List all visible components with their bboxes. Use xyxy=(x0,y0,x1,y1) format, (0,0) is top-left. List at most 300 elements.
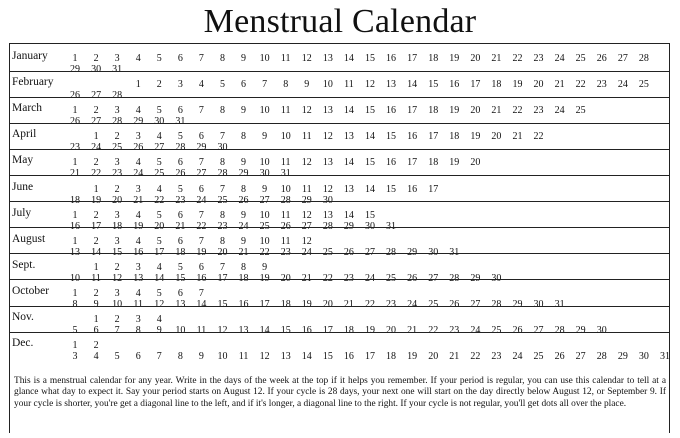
row-divider xyxy=(9,71,670,72)
day-number: 6 xyxy=(177,287,183,299)
day-number: 7 xyxy=(219,261,225,273)
row-divider xyxy=(9,253,670,254)
day-number: 3 xyxy=(114,53,120,64)
day-number: 17 xyxy=(428,131,439,143)
day-number: 16 xyxy=(386,105,397,117)
day-number: 15 xyxy=(428,79,439,91)
day-number: 10 xyxy=(175,325,186,336)
day-number: 13 xyxy=(343,131,354,143)
day-number: 18 xyxy=(491,79,502,91)
day-number: 19 xyxy=(259,272,270,284)
day-number: 7 xyxy=(198,235,204,247)
day-number: 4 xyxy=(135,105,141,117)
day-number: 14 xyxy=(364,183,375,195)
day-number: 12 xyxy=(364,79,375,91)
day-number: 18 xyxy=(280,298,291,310)
day-number: 2 xyxy=(114,183,120,195)
day-number: 1 xyxy=(72,235,78,247)
day-number: 27 xyxy=(364,246,375,258)
day-number: 14 xyxy=(343,105,354,117)
day-number: 13 xyxy=(322,209,333,221)
day-number: 13 xyxy=(322,157,333,169)
day-number: 14 xyxy=(196,298,207,310)
day-number: 10 xyxy=(280,131,291,143)
month-label: January xyxy=(12,50,48,62)
day-number: 3 xyxy=(177,79,183,91)
day-number: 9 xyxy=(241,105,247,117)
day-number: 15 xyxy=(364,53,375,64)
row-divider xyxy=(9,43,670,44)
day-number: 6 xyxy=(241,79,247,91)
day-number: 13 xyxy=(322,53,333,64)
day-number: 27 xyxy=(259,194,270,206)
day-number: 24 xyxy=(407,298,418,310)
day-number: 28 xyxy=(280,194,291,206)
day-number: 11 xyxy=(280,157,291,169)
day-number: 29 xyxy=(407,246,418,258)
day-number: 23 xyxy=(70,142,80,154)
day-number: 29 xyxy=(617,351,628,363)
day-number: 28 xyxy=(491,298,502,310)
day-number: 22 xyxy=(533,131,544,143)
day-number: 2 xyxy=(156,79,162,91)
day-number: 3 xyxy=(114,105,120,117)
day-number: 16 xyxy=(449,79,460,91)
day-number: 16 xyxy=(301,325,312,336)
day-number: 26 xyxy=(133,142,144,154)
day-number: 15 xyxy=(386,183,397,195)
day-number: 4 xyxy=(198,79,204,91)
day-number: 19 xyxy=(449,157,460,169)
day-number: 1 xyxy=(72,340,78,352)
day-number: 22 xyxy=(512,105,523,117)
day-number: 24 xyxy=(554,105,565,117)
day-number: 12 xyxy=(301,157,312,169)
day-number: 23 xyxy=(112,168,123,180)
day-number: 10 xyxy=(259,209,270,221)
day-number: 19 xyxy=(133,220,144,232)
day-number: 6 xyxy=(177,209,183,221)
day-number: 15 xyxy=(386,131,397,143)
day-number: 18 xyxy=(386,351,397,363)
day-number: 30 xyxy=(154,116,165,128)
day-number: 28 xyxy=(638,53,649,64)
day-number: 20 xyxy=(470,53,481,64)
day-number: 10 xyxy=(259,105,270,117)
day-number: 22 xyxy=(575,79,586,91)
day-number: 17 xyxy=(364,351,375,363)
day-number: 1 xyxy=(93,261,99,273)
day-number: 1 xyxy=(72,209,78,221)
day-number: 29 xyxy=(470,272,481,284)
day-number: 16 xyxy=(238,298,249,310)
day-number: 25 xyxy=(322,246,333,258)
row-divider xyxy=(9,306,670,307)
day-number: 3 xyxy=(114,287,120,299)
day-number: 18 xyxy=(112,220,123,232)
day-number: 3 xyxy=(114,235,120,247)
day-number: 5 xyxy=(156,287,162,299)
day-number: 2 xyxy=(114,314,120,325)
day-number: 21 xyxy=(70,168,80,180)
day-number: 25 xyxy=(386,272,397,284)
day-number: 10 xyxy=(322,79,333,91)
day-number: 14 xyxy=(343,53,354,64)
page-title: Menstrual Calendar xyxy=(203,3,477,40)
day-number: 8 xyxy=(241,183,247,195)
day-number: 28 xyxy=(112,116,123,128)
day-number: 15 xyxy=(280,325,291,336)
day-number: 1 xyxy=(93,183,99,195)
row-divider xyxy=(9,97,670,98)
day-number: 6 xyxy=(198,261,204,273)
month-label: July xyxy=(12,206,32,219)
day-number: 24 xyxy=(512,351,523,363)
day-number: 16 xyxy=(407,183,418,195)
day-number: 9 xyxy=(198,351,204,363)
day-number: 24 xyxy=(301,246,312,258)
day-number: 13 xyxy=(386,79,397,91)
day-number: 3 xyxy=(114,209,120,221)
day-number: 12 xyxy=(322,131,333,143)
day-number: 4 xyxy=(135,157,141,169)
day-number: 27 xyxy=(91,90,102,102)
day-number: 25 xyxy=(112,142,123,154)
day-number: 16 xyxy=(386,157,397,169)
day-number: 19 xyxy=(196,246,207,258)
day-number: 19 xyxy=(449,53,460,64)
month-label: August xyxy=(12,232,46,245)
day-number: 15 xyxy=(175,272,186,284)
day-number: 20 xyxy=(470,105,481,117)
day-number: 27 xyxy=(533,325,544,336)
day-number: 8 xyxy=(241,131,247,143)
day-number: 27 xyxy=(301,220,312,232)
day-number: 24 xyxy=(91,142,102,154)
day-number: 11 xyxy=(280,105,291,117)
day-number: 20 xyxy=(217,246,228,258)
day-number: 8 xyxy=(177,351,183,363)
day-number: 25 xyxy=(154,168,165,180)
day-number: 12 xyxy=(217,325,228,336)
day-number: 13 xyxy=(280,351,291,363)
day-number: 20 xyxy=(112,194,123,206)
day-number: 11 xyxy=(196,325,207,336)
day-number: 30 xyxy=(364,220,375,232)
day-number: 17 xyxy=(428,183,439,195)
day-number: 26 xyxy=(512,325,523,336)
day-number: 31 xyxy=(112,64,123,75)
day-number: 11 xyxy=(133,298,144,310)
day-number: 21 xyxy=(343,298,354,310)
day-number: 29 xyxy=(575,325,586,336)
day-number: 11 xyxy=(280,235,291,247)
day-number: 5 xyxy=(156,53,162,64)
day-number: 3 xyxy=(135,131,141,143)
day-number: 24 xyxy=(364,272,375,284)
day-number: 4 xyxy=(156,131,162,143)
row-divider xyxy=(9,201,670,202)
day-number: 25 xyxy=(638,79,649,91)
day-number: 22 xyxy=(259,246,270,258)
day-number: 9 xyxy=(262,183,268,195)
month-label: March xyxy=(12,102,43,115)
day-number: 29 xyxy=(343,220,354,232)
day-number: 2 xyxy=(93,340,99,352)
day-number: 6 xyxy=(135,351,141,363)
month-label: Sept. xyxy=(12,258,36,271)
day-number: 25 xyxy=(491,325,502,336)
day-number: 11 xyxy=(280,53,291,64)
day-number: 23 xyxy=(533,105,544,117)
day-number: 18 xyxy=(343,325,354,336)
row-divider xyxy=(9,227,670,228)
day-number: 18 xyxy=(70,194,80,206)
day-number: 30 xyxy=(533,298,544,310)
day-number: 20 xyxy=(322,298,333,310)
day-number: 20 xyxy=(280,272,291,284)
day-number: 5 xyxy=(156,105,162,117)
day-number: 24 xyxy=(196,194,207,206)
day-number: 24 xyxy=(470,325,481,336)
day-number: 20 xyxy=(154,220,165,232)
day-number: 1 xyxy=(93,314,99,325)
day-number: 29 xyxy=(196,142,207,154)
day-number: 19 xyxy=(407,351,418,363)
row-divider xyxy=(9,123,670,124)
day-number: 18 xyxy=(238,272,249,284)
day-number: 12 xyxy=(301,235,312,247)
day-number: 29 xyxy=(301,194,312,206)
day-number: 26 xyxy=(70,90,80,102)
day-number: 21 xyxy=(407,325,418,336)
day-number: 1 xyxy=(72,157,78,169)
day-number: 12 xyxy=(301,209,312,221)
day-number: 13 xyxy=(322,105,333,117)
day-number: 21 xyxy=(512,131,523,143)
day-number: 4 xyxy=(156,183,162,195)
day-number: 23 xyxy=(175,194,186,206)
day-number: 14 xyxy=(91,246,102,258)
day-number: 2 xyxy=(93,53,99,64)
day-number: 24 xyxy=(238,220,249,232)
day-number: 22 xyxy=(91,168,102,180)
day-number: 13 xyxy=(343,183,354,195)
day-number: 20 xyxy=(386,325,397,336)
day-number: 24 xyxy=(617,79,628,91)
day-number: 31 xyxy=(175,116,186,128)
day-number: 11 xyxy=(344,79,354,91)
day-number: 28 xyxy=(596,351,607,363)
day-number: 6 xyxy=(177,53,183,64)
day-number: 5 xyxy=(72,325,78,336)
day-number: 26 xyxy=(70,116,80,128)
day-number: 4 xyxy=(93,351,99,363)
day-number: 5 xyxy=(177,183,183,195)
day-number: 30 xyxy=(91,64,102,75)
month-label: February xyxy=(12,76,54,89)
day-number: 1 xyxy=(93,131,99,143)
day-number: 16 xyxy=(196,272,207,284)
day-number: 23 xyxy=(491,351,502,363)
day-number: 22 xyxy=(154,194,165,206)
day-number: 4 xyxy=(135,235,141,247)
day-number: 10 xyxy=(217,351,228,363)
day-number: 4 xyxy=(156,314,162,325)
day-number: 6 xyxy=(93,325,99,336)
day-number: 28 xyxy=(322,220,333,232)
day-number: 29 xyxy=(512,298,523,310)
day-number: 2 xyxy=(114,131,120,143)
day-number: 3 xyxy=(72,351,78,363)
day-number: 6 xyxy=(177,235,183,247)
day-number: 27 xyxy=(617,53,628,64)
day-number: 26 xyxy=(407,272,418,284)
day-number: 23 xyxy=(596,79,607,91)
day-number: 3 xyxy=(135,314,141,325)
day-number: 12 xyxy=(259,351,270,363)
day-number: 31 xyxy=(280,168,291,180)
day-number: 21 xyxy=(301,272,312,284)
day-number: 27 xyxy=(196,168,207,180)
day-number: 3 xyxy=(135,261,141,273)
day-number: 28 xyxy=(386,246,397,258)
day-number: 25 xyxy=(575,105,586,117)
day-number: 8 xyxy=(135,325,141,336)
day-number: 22 xyxy=(364,298,375,310)
day-number: 6 xyxy=(198,131,204,143)
day-number: 15 xyxy=(217,298,228,310)
day-number: 30 xyxy=(217,142,228,154)
day-number: 1 xyxy=(72,105,78,117)
day-number: 8 xyxy=(219,53,225,64)
day-number: 28 xyxy=(112,90,123,102)
day-number: 23 xyxy=(217,220,228,232)
day-number: 30 xyxy=(596,325,607,336)
day-number: 7 xyxy=(198,157,204,169)
day-number: 23 xyxy=(386,298,397,310)
day-number: 19 xyxy=(301,298,312,310)
day-number: 13 xyxy=(175,298,186,310)
day-number: 9 xyxy=(93,298,99,310)
day-number: 19 xyxy=(449,105,460,117)
day-number: 20 xyxy=(491,131,502,143)
day-number: 31 xyxy=(659,351,670,363)
day-number: 2 xyxy=(93,235,99,247)
month-label: May xyxy=(12,154,34,167)
day-number: 16 xyxy=(70,220,80,232)
day-number: 9 xyxy=(262,131,268,143)
day-number: 23 xyxy=(280,246,291,258)
day-number: 14 xyxy=(301,351,312,363)
day-number: 23 xyxy=(533,53,544,64)
day-number: 17 xyxy=(407,157,418,169)
day-number: 4 xyxy=(135,53,141,64)
day-number: 5 xyxy=(156,157,162,169)
day-number: 17 xyxy=(470,79,481,91)
day-number: 8 xyxy=(72,298,78,310)
day-number: 21 xyxy=(554,79,565,91)
day-number: 9 xyxy=(304,79,310,91)
day-number: 17 xyxy=(259,298,270,310)
day-number: 26 xyxy=(343,246,354,258)
day-number: 16 xyxy=(343,351,354,363)
day-number: 7 xyxy=(262,79,268,91)
day-number: 24 xyxy=(133,168,144,180)
day-number: 8 xyxy=(241,261,247,273)
day-number: 9 xyxy=(241,235,247,247)
day-number: 11 xyxy=(301,183,312,195)
day-number: 26 xyxy=(280,220,291,232)
day-number: 15 xyxy=(364,209,375,221)
day-number: 24 xyxy=(554,53,565,64)
day-number: 4 xyxy=(135,287,141,299)
day-number: 4 xyxy=(135,209,141,221)
day-number: 21 xyxy=(175,220,186,232)
day-number: 20 xyxy=(470,157,481,169)
day-number: 26 xyxy=(238,194,249,206)
day-number: 18 xyxy=(449,131,460,143)
day-number: 7 xyxy=(198,53,204,64)
day-number: 17 xyxy=(217,272,228,284)
day-number: 25 xyxy=(259,220,270,232)
day-number: 9 xyxy=(241,53,247,64)
day-number: 23 xyxy=(449,325,460,336)
day-number: 19 xyxy=(364,325,375,336)
day-number: 10 xyxy=(259,53,270,64)
day-number: 10 xyxy=(112,298,123,310)
row-divider xyxy=(9,279,670,280)
day-number: 11 xyxy=(280,209,291,221)
row-divider xyxy=(9,332,670,333)
day-number: 16 xyxy=(407,131,418,143)
day-number: 15 xyxy=(322,351,333,363)
day-number: 31 xyxy=(554,298,565,310)
day-number: 30 xyxy=(428,246,439,258)
day-number: 22 xyxy=(196,220,207,232)
day-number: 2 xyxy=(93,157,99,169)
day-number: 14 xyxy=(259,325,270,336)
day-number: 4 xyxy=(156,261,162,273)
month-label: October xyxy=(12,284,50,297)
day-number: 19 xyxy=(470,131,481,143)
day-number: 9 xyxy=(241,157,247,169)
day-number: 13 xyxy=(238,325,249,336)
day-number: 21 xyxy=(449,351,460,363)
day-number: 21 xyxy=(238,246,249,258)
day-number: 21 xyxy=(491,105,502,117)
day-number: 13 xyxy=(70,246,80,258)
day-number: 8 xyxy=(219,209,225,221)
day-number: 28 xyxy=(449,272,460,284)
day-number: 5 xyxy=(219,79,225,91)
day-number: 9 xyxy=(241,209,247,221)
day-number: 12 xyxy=(322,183,333,195)
day-number: 8 xyxy=(219,157,225,169)
day-number: 22 xyxy=(428,325,439,336)
day-number: 10 xyxy=(70,272,80,284)
day-number: 30 xyxy=(259,168,270,180)
day-number: 26 xyxy=(175,168,186,180)
day-number: 8 xyxy=(283,79,289,91)
row-divider xyxy=(9,149,670,150)
day-number: 27 xyxy=(428,272,439,284)
day-number: 17 xyxy=(407,53,418,64)
day-number: 14 xyxy=(343,157,354,169)
day-number: 11 xyxy=(238,351,249,363)
day-number: 27 xyxy=(575,351,586,363)
day-number: 6 xyxy=(177,105,183,117)
